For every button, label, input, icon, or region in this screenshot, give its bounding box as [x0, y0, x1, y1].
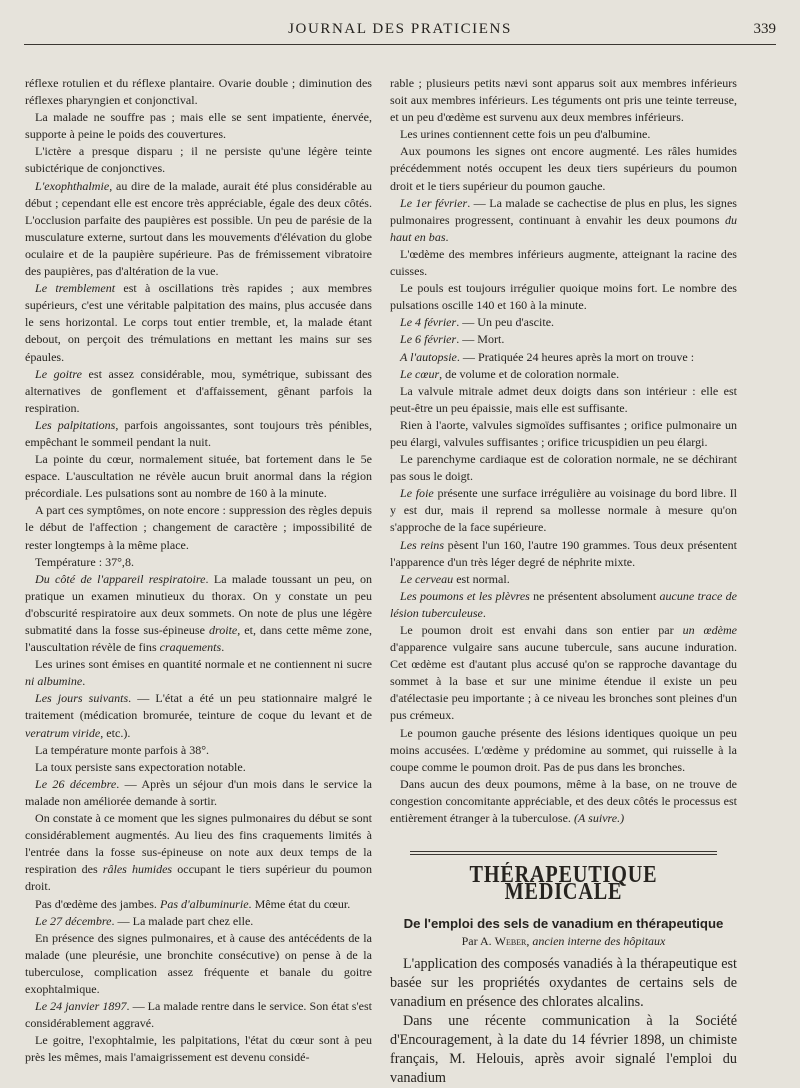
text-run: présente une surface irrégulière au voisinage du bord libre. Il y est dur, mais il reprend sa mollesse normale à mesure qu'on s'approche de la face supérieure.	[390, 486, 738, 535]
text-run: . — Mort.	[456, 332, 505, 347]
italic-text: râles humides	[102, 862, 173, 877]
italic-text: Le cerveau	[400, 571, 454, 586]
text-run: Rien à l'aorte, valvules sigmoïdes suffisantes ; orifice pulmonaire un peu élargi, valvules suffisantes ; orifice tricuspidien un peu élargi.	[390, 417, 737, 449]
running-header	[24, 18, 776, 45]
italic-text: Les palpitations	[35, 417, 116, 432]
text-run: est assez considérable, mou, symétrique, subissant des alternatives de gonflement et d'affaissement, gênant parfois la respiration.	[25, 366, 372, 415]
clinical-case-continuation	[390, 75, 737, 827]
text-run: rable ; plusieurs petits nævi sont apparus soit aux membres inférieurs soit aux membres inférieurs. Les téguments ont pris une teinte terreuse, et un peu d'œdème est survenu aux deux membres inférieurs.	[390, 76, 737, 125]
italic-text: A l'autopsie	[400, 349, 457, 364]
italic-text: Le foie	[400, 486, 434, 501]
italic-text: Du côté de l'appareil respiratoire	[35, 571, 206, 586]
paragraph	[25, 759, 372, 776]
text-run: ne présentent absolument	[529, 588, 660, 603]
italic-text: Le tremblement	[35, 281, 116, 296]
paragraph	[390, 366, 737, 383]
article-body	[390, 955, 737, 1088]
paragraph	[25, 280, 372, 365]
text-run: est normal.	[453, 571, 510, 586]
text-run: pèsent l'un 160, l'autre 190 grammes. Tous deux présentent l'apparence d'un très léger degré de néphrite mixte.	[390, 537, 737, 569]
paragraph	[25, 178, 372, 281]
text-run: Dans une récente communication à la Société d'Encouragement, à la date du 14 février 1898, un chimiste français, M. Helouis, après avoir signalé l'emploi du vanadium	[390, 1012, 737, 1086]
text-run: Le poumon gauche présente des lésions identiques quoique un peu moins accusées. L'œdème y prédomine au sommet, qui ruisselle à la coupe comme le poumon droit. Pas de pus dans les bronches.	[390, 725, 737, 774]
text-run: , etc.).	[100, 725, 131, 740]
section-divider	[410, 851, 717, 855]
italic-text: Le 24 janvier 1897	[35, 999, 127, 1014]
paragraph	[390, 383, 737, 417]
paragraph	[390, 776, 737, 827]
italic-text: ni albumine	[25, 674, 83, 689]
text-run: est à oscillations très rapides ; aux membres supérieurs, c'est une véritable palpitation des mains, plus accusée dans le sens horizontal. Le corps tout entier tremble, et, la malade étant debout, on perçoit des trémulations en mettant les mains sur ses épaules.	[25, 281, 372, 364]
paragraph	[25, 776, 372, 810]
text-run: .	[482, 605, 486, 620]
italic-text: Les poumons et les plèvres	[400, 588, 530, 603]
text-run: . — L'état a été un peu stationnaire malgré le traitement (médication bromurée, teinture de coque du levant et de	[25, 691, 372, 723]
paragraph	[25, 75, 372, 109]
italic-text: Les jours suivants	[35, 691, 129, 706]
italic-text: Le 4 février	[400, 315, 457, 330]
paragraph	[25, 571, 372, 656]
text-run: . — La malade se cachectise de plus en plus, les signes pulmonaires progressent, continuant à envahir les deux poumons	[390, 195, 737, 227]
italic-text: veratrum viride	[25, 725, 101, 740]
italic-text: du haut en bas	[390, 212, 737, 244]
text-run: L'œdème des membres inférieurs augmente, atteignant la racine des cuisses.	[390, 246, 737, 279]
text-run: Aux poumons les signes ont encore augmenté. Les râles humides précédemment notés occupent les deux tiers supérieurs du poumon droit et le tiers supérieur du poumon gauche.	[390, 144, 737, 193]
text-run: Le parenchyme cardiaque est de coloration normale, ne se déchirant pas sous le doigt.	[390, 452, 737, 484]
text-run: . — La malade rentre dans le service. Son état s'est considérablement aggravé.	[25, 999, 372, 1031]
text-run: d'apparence vulgaire sans aucune tubercule, sans aucune induration. Cet œdème est d'autant plus accusé qu'on se rapproche davantage du sommet à la base et sur une minime étendue il existe un peu d'atélectasie peu importante ; à ce niveau les bronches sont pleines d'un pus crémeux.	[390, 640, 737, 723]
byline-prefix: Par A.	[461, 934, 495, 949]
paragraph	[25, 742, 372, 759]
text-run: On constate à ce moment que les signes pulmonaires du début se sont considérablement augmentés. Au lieu des fins craquements limités à l'entrée dans la fosse sus-épineuse on note aux deux temps de la respiration des	[25, 811, 372, 877]
text-run: Les urines sont émises en quantité normale et ne contiennent ni sucre	[35, 657, 372, 672]
paragraph	[390, 246, 737, 280]
paragraph	[25, 896, 372, 913]
paragraph	[390, 349, 737, 366]
paragraph	[390, 725, 737, 776]
text-run: occupant le tiers supérieur du poumon droit.	[25, 862, 372, 894]
paragraph	[390, 571, 737, 588]
article-title: De l'emploi des sels de vanadium en thérapeutique	[403, 916, 724, 932]
paragraph	[390, 143, 737, 194]
italic-text: Le 26 décembre	[35, 776, 117, 791]
text-run: La température monte parfois à 38°.	[35, 742, 210, 757]
text-run: A part ces symptômes, on note encore : suppression des règles depuis le début de l'affection ; changement de caractère ; impossibilité de rester longtemps à la même place.	[25, 503, 372, 552]
text-run: .	[445, 229, 449, 244]
text-run: , de volume et de coloration normale.	[439, 366, 620, 381]
paragraph	[25, 930, 372, 998]
text-run: .	[82, 674, 86, 689]
text-run: Dans aucun des deux poumons, même à la base, on ne trouve de congestion concomitante appréciable, et des deux côtés le processus est entièrement étranger à la tuberculose.	[390, 776, 737, 826]
paragraph	[25, 109, 372, 143]
text-run: . — Un peu d'ascite.	[456, 315, 555, 330]
paragraph	[390, 75, 737, 126]
paragraph	[390, 451, 737, 485]
paragraph	[390, 280, 737, 314]
paragraph	[390, 1012, 737, 1088]
text-run: , et, dans cette même zone, l'auscultation révèle de fins	[25, 623, 372, 655]
text-run: . La malade toussant un peu, on pratique un examen minutieux du thorax. On y constate un peu d'obscurité respiratoire aux deux sommets. On note de plus une légère submatité dans la fosse sus-épineuse	[25, 571, 373, 637]
text-run: Le goitre, l'exophtalmie, les palpitations, l'état du cœur sont à peu près les mêmes, mais l'amaigrissement est devenu considé-	[25, 1033, 372, 1065]
paragraph	[390, 537, 737, 571]
text-run: Le pouls est toujours irrégulier quoique moins fort. Le nombre des pulsations oscille 140 et 160 à la minute.	[390, 281, 737, 313]
paragraph	[390, 485, 737, 536]
text-run: , parfois angoissantes, sont toujours très pénibles, empêchant le sommeil pendant la nuit.	[25, 417, 373, 449]
paragraph	[390, 955, 737, 1012]
paragraph	[25, 810, 372, 895]
paragraph	[390, 314, 737, 331]
text-run: Les urines contiennent cette fois un peu d'albumine.	[400, 127, 651, 142]
italic-text: Les reins	[400, 537, 445, 552]
paragraph	[25, 502, 372, 553]
italic-text: Pas d'albuminurie	[159, 896, 249, 911]
paragraph	[390, 195, 737, 246]
byline-role: , ancien interne des hôpitaux	[526, 934, 666, 949]
paragraph	[390, 588, 737, 622]
paragraph	[25, 366, 372, 417]
italic-text: droite	[208, 623, 238, 637]
paragraph	[25, 1032, 372, 1066]
paragraph	[25, 913, 372, 930]
italic-text: Le 1er février	[400, 195, 468, 210]
italic-text: Le 27 décembre	[35, 913, 112, 928]
italic-text: (A suivre.)	[573, 811, 625, 826]
paragraph	[25, 417, 372, 451]
byline	[390, 933, 737, 950]
italic-text: un œdème	[682, 623, 738, 637]
paragraph	[25, 143, 372, 177]
left-column	[25, 75, 372, 1066]
text-run: L'ictère a presque disparu ; il ne persiste qu'une légère teinte subictérique de conjonctives.	[25, 144, 372, 176]
italic-text: Le goitre	[35, 366, 82, 381]
paragraph	[25, 656, 372, 690]
text-run: La malade ne souffre pas ; mais elle se sent impatiente, énervée, supporte à peine le poids des couvertures.	[25, 110, 372, 142]
paragraph	[25, 998, 372, 1032]
italic-text: Le 6 février	[400, 332, 457, 347]
running-title: JOURNAL DES PRATICIENS	[288, 21, 512, 37]
text-run: .	[221, 640, 225, 655]
text-run: L'application des composés vanadiés à la thérapeutique est basée sur les propriétés oxydantes de certains sels de vanadium en présence des chlorates alcalins.	[390, 955, 737, 1010]
text-run: , au dire de la malade, aurait été plus considérable au début ; cependant elle est encore très appréciable, égale des deux côtés. L'occlusion parfaite des paupières est possible. Un peu de parésie de la musculature externe, surtout dans les mouvements d'élévation du globe oculaire et de la paupière supérieure. Pas de frémissement vibratoire des paupières, pas d'altération de la vue.	[25, 178, 372, 279]
paragraph	[390, 331, 737, 348]
paragraph	[25, 690, 372, 741]
text-run: Pas d'œdème des jambes.	[35, 896, 160, 911]
paragraph	[390, 126, 737, 143]
paragraph	[390, 417, 737, 451]
section-title: THÉRAPEUTIQUE MÉDICALE	[469, 862, 658, 906]
text-run: En présence des signes pulmonaires, et à cause des antécédents de la malade (une pleurésie, une bronchite consécutive) on pense à de la tuberculose, complication assez fréquente et banale du goitre exophtalmique.	[25, 930, 372, 996]
text-run: Le poumon droit est envahi dans son entier par	[400, 623, 683, 637]
text-run: La toux persiste sans expectoration notable.	[35, 759, 246, 774]
paragraph	[390, 622, 737, 725]
text-run: réflexe rotulien et du réflexe plantaire. Ovarie double ; diminution des réflexes pharyngien et conjonctival.	[25, 76, 372, 108]
byline-author: Weber	[494, 934, 527, 949]
paragraph	[25, 554, 372, 571]
right-column	[390, 75, 737, 1088]
text-run: Température : 37°,8.	[35, 554, 134, 569]
text-run: . Même état du cœur.	[248, 896, 351, 911]
italic-text: L'exophthalmie	[35, 178, 110, 193]
text-run: . — La malade part chez elle.	[111, 913, 254, 928]
text-run: . — Pratiquée 24 heures après la mort on trouve :	[456, 349, 695, 364]
text-run: La pointe du cœur, normalement située, bat fortement dans le 5e espace. L'auscultation ne révèle aucun bruit anormal dans la région précordiale. Les pulsations sont au nombre de 160 à la minute.	[25, 452, 372, 501]
text-run: La valvule mitrale admet deux doigts dans son intérieur : elle est peut-être un peu épaissie, mais elle est suffisante.	[390, 383, 737, 415]
italic-text: craquements	[159, 640, 222, 655]
paragraph	[25, 451, 372, 502]
page-number: 339	[753, 21, 776, 37]
italic-text: Le cœur	[400, 366, 440, 381]
text-run: . — Après un séjour d'un mois dans le service la malade non améliorée demande à sortir.	[25, 776, 372, 808]
italic-text: aucune trace de lésion tuberculeuse	[390, 588, 737, 620]
